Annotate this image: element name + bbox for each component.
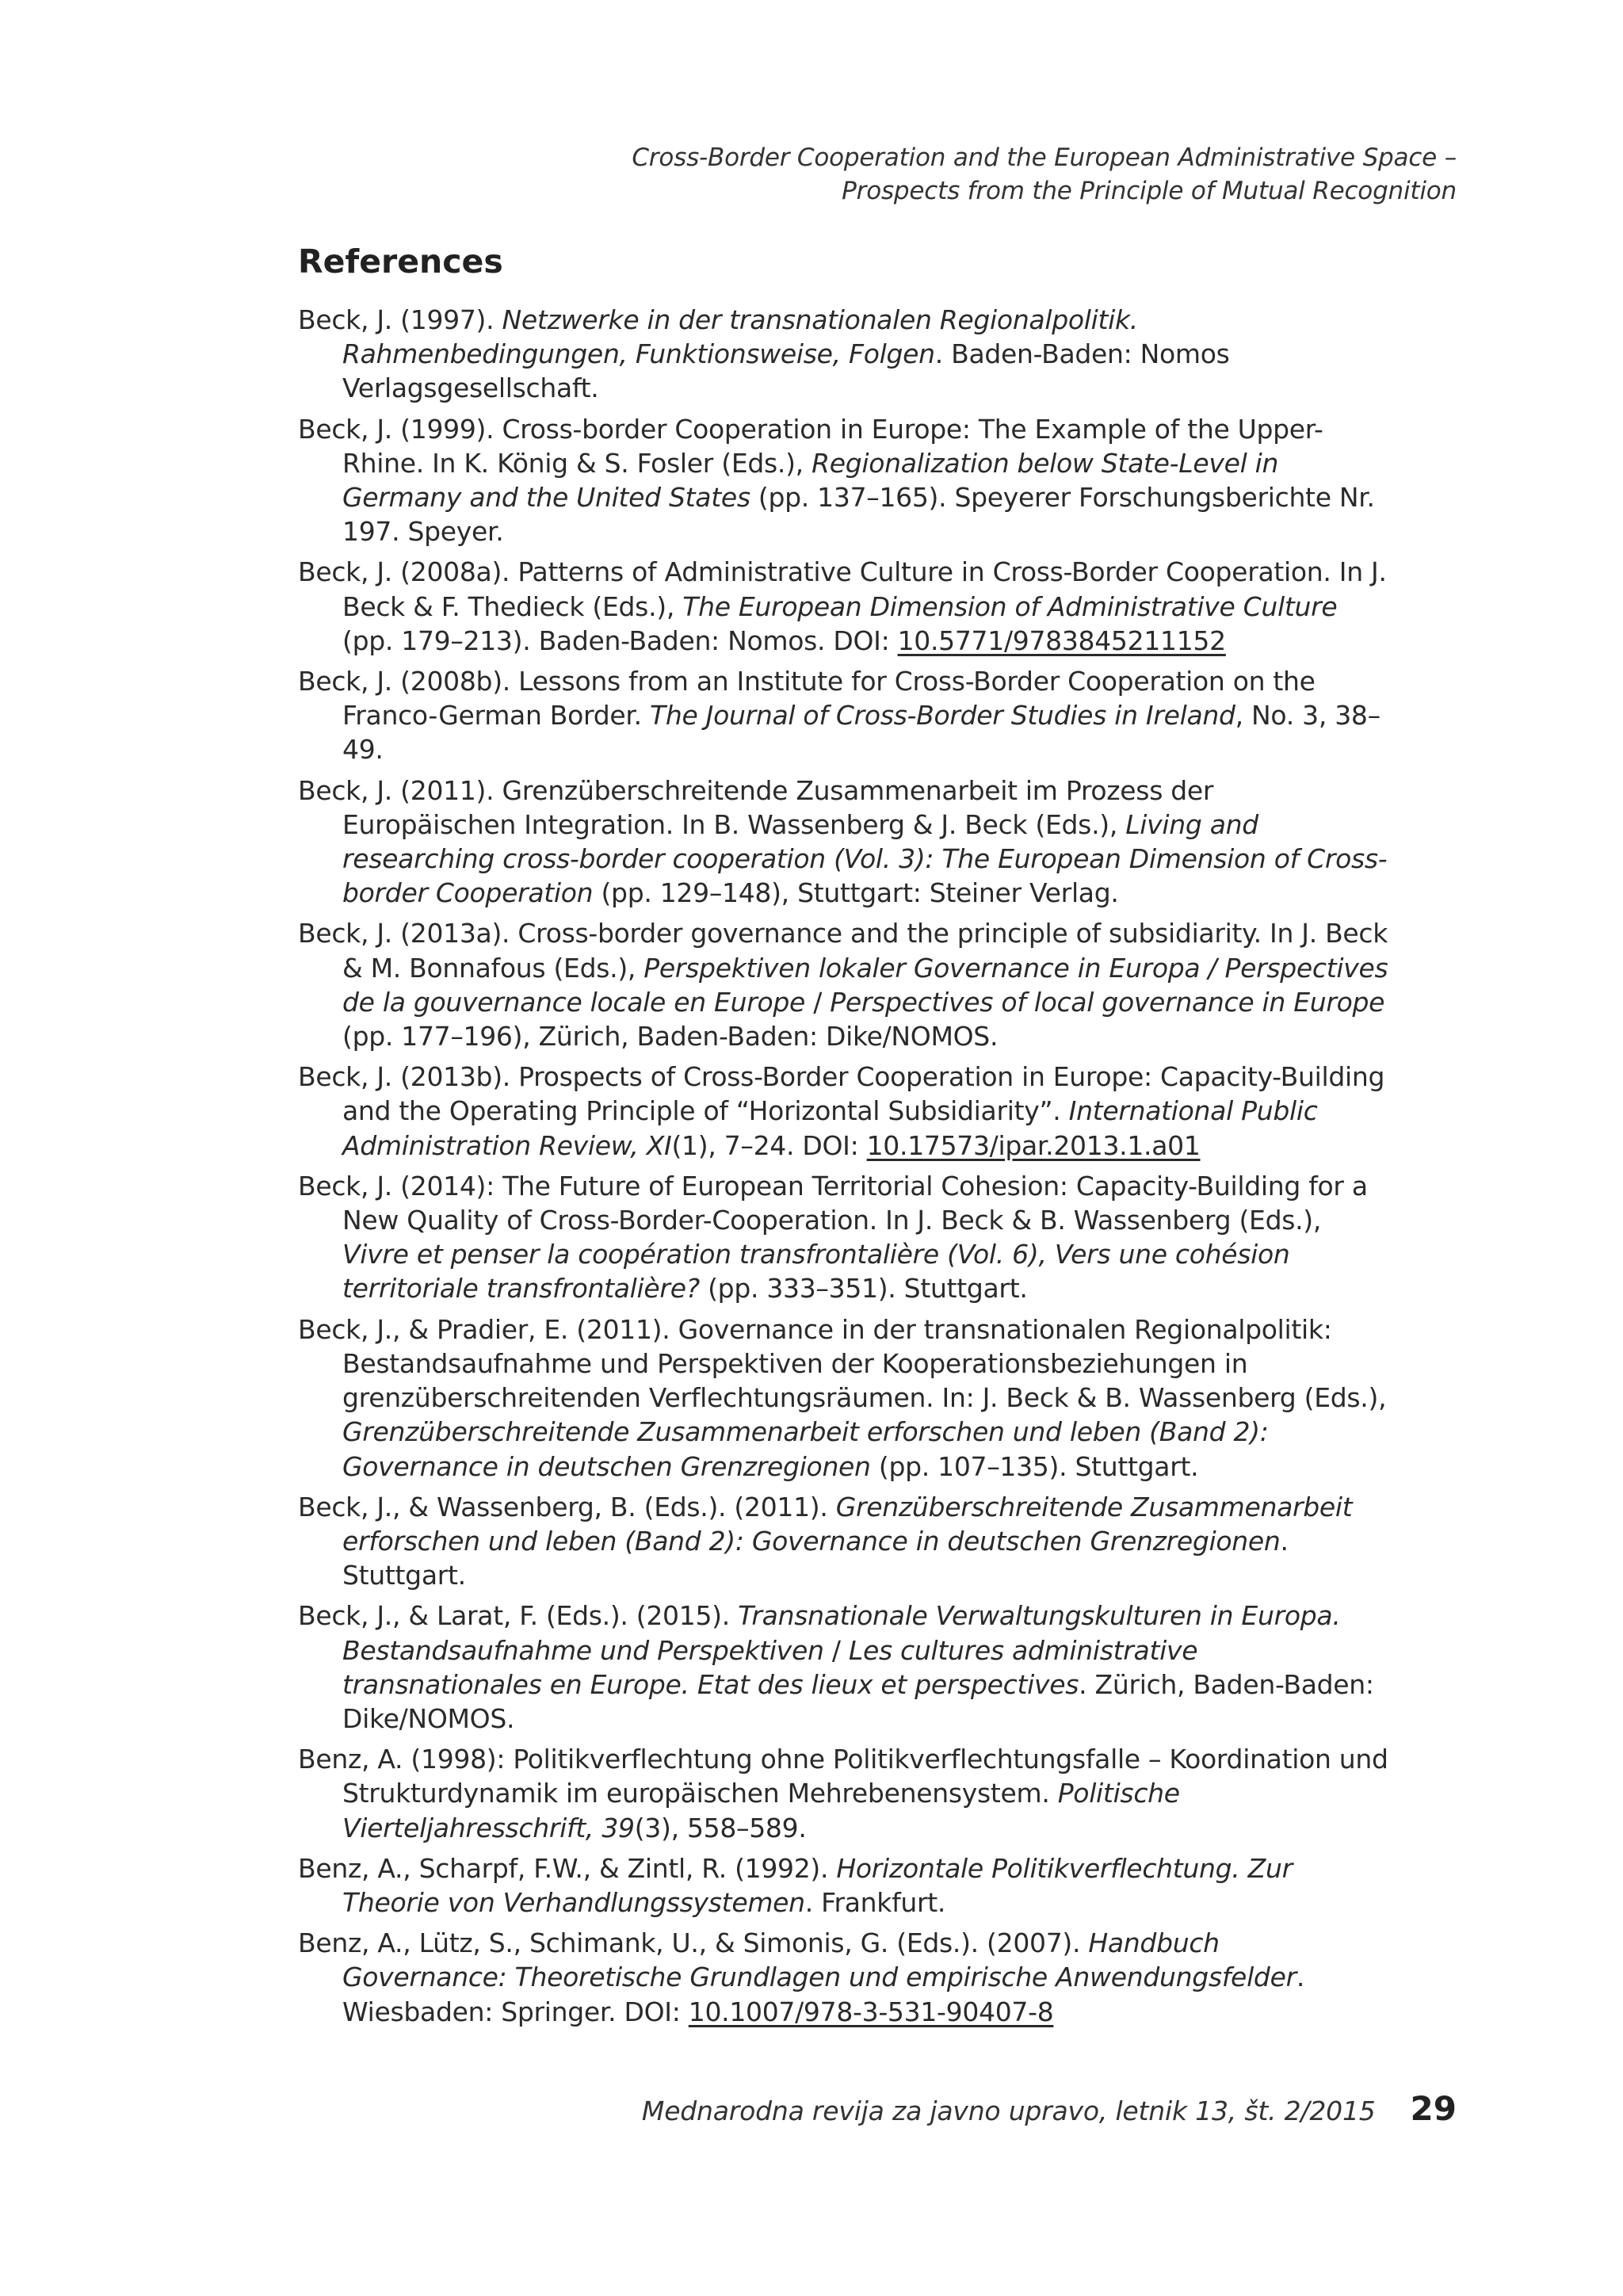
running-head — [632, 141, 1457, 208]
reference-entry — [298, 1490, 1392, 1593]
reference-text: . Stuttgart. — [342, 1525, 1289, 1591]
reference-title-italic: Les cultures administrative transnationales en Europe. Etat des lieux et perspectives — [342, 1634, 1198, 1700]
reference-entry — [298, 916, 1392, 1053]
reference-entry — [298, 1742, 1392, 1845]
reference-text: Beck, J. (2013a). Cross-border governance and the principle of subsidiarity. In J. Beck & M. Bonnafous (Eds.), — [298, 918, 1388, 984]
reference-text: (pp. 137–165). Speyerer Forschungsberichte Nr. 197. Speyer. — [342, 482, 1375, 548]
reference-entry — [298, 1599, 1392, 1736]
reference-text: Beck, J. (2008a). Patterns of Administrative Culture in Cross-Border Cooperation. In J. Beck & F. Thedieck (Eds.), — [298, 556, 1387, 622]
reference-text: (pp. 177–196), Zürich, Baden-Baden: Dike/NOMOS. — [342, 1021, 999, 1052]
reference-text: Benz, A. (1998): Politikverflechtung ohne Politikverflechtungsfalle – Koordination und Strukturdynamik im europäischen Mehrebenensystem. — [298, 1744, 1388, 1809]
reference-text: / — [805, 986, 831, 1018]
reference-text: (pp. 107–135). Stuttgart. — [870, 1450, 1199, 1482]
reference-entry — [298, 664, 1392, 767]
reference-text: Beck, J., & Pradier, E. (2011). Governance in der transnationalen Regionalpolitik: Bestandsaufnahme und Perspektiven der Kooperationsbeziehungen in grenzüberschreitenden Verflechtungsräumen. In: J. Beck & B. Wassenberg (Eds.), — [298, 1313, 1387, 1414]
reference-entry — [298, 1169, 1392, 1306]
reference-text: / — [823, 1634, 849, 1666]
reference-entry — [298, 1060, 1392, 1163]
reference-text: . Wiesbaden: Springer. DOI: — [342, 1962, 1305, 2027]
reference-text: Beck, J. (1999). Cross-border Cooperation in Europe: The Example of the Upper-Rhine. In K. König & S. Fosler (Eds.), — [298, 413, 1323, 479]
reference-text: (3), 558–589. — [634, 1812, 807, 1843]
reference-text: Beck, J. (2008b). Lessons from an Institute for Cross-Border Cooperation on the Franco-German Border. — [298, 666, 1316, 732]
reference-text: (pp. 129–148), Stuttgart: Steiner Verlag. — [593, 877, 1119, 909]
reference-text: . Baden-Baden: Nomos Verlagsgesellschaft. — [342, 338, 1230, 404]
page-number: 29 — [1410, 2089, 1457, 2128]
reference-text: Beck, J. (2014): The Future of European Territorial Cohesion: Capacity-Building for a New Quality of Cross-Border-Cooperation. In J. Beck & B. Wassenberg (Eds.), — [298, 1170, 1368, 1236]
reference-text: (1), 7–24. DOI: — [671, 1129, 867, 1161]
reference-list — [298, 303, 1392, 2035]
reference-entry — [298, 1312, 1392, 1484]
doi-link[interactable]: 10.5771/9783845211152 — [897, 625, 1226, 656]
reference-title-italic: Living and researching cross-border cooperation (Vol. 3): The European Dimension of Cross-border Cooperation — [342, 808, 1388, 909]
reference-title-italic: The European Dimension of Administrative Culture — [682, 590, 1338, 622]
reference-title-italic: Netzwerke in der transnationalen Regionalpolitik. Rahmenbedingungen, Funktionsweise, Folgen — [342, 304, 1139, 370]
reference-entry — [298, 774, 1392, 911]
reference-title-italic: Transnationale Verwaltungskulturen in Europa. Bestandsaufnahme und Perspektiven — [342, 1600, 1341, 1666]
reference-entry — [298, 303, 1392, 406]
reference-text: , No. 3, 38–49. — [342, 700, 1381, 766]
reference-text: (pp. 179–213). Baden-Baden: Nomos. DOI: — [342, 625, 898, 656]
reference-title-italic: Regionalization below State-Level in Germany and the United States — [342, 447, 1279, 514]
reference-title-italic: Horizontale Politikverflechtung. Zur Theorie von Verhandlungssystemen — [342, 1852, 1293, 1918]
reference-title-italic: Politische Vierteljahresschrift, 39 — [342, 1778, 1180, 1843]
reference-title-italic: Vivre et penser la coopération transfrontalière (Vol. 6), Vers une cohésion territoriale transfrontalière? — [342, 1239, 1290, 1305]
reference-text: Beck, J., & Wassenberg, B. (Eds.). (2011). — [298, 1491, 836, 1522]
reference-title-italic: International Public Administration Review, XI — [342, 1095, 1318, 1161]
reference-title-italic: The Journal of Cross-Border Studies in Ireland — [649, 700, 1235, 732]
reference-entry — [298, 1851, 1392, 1920]
reference-title-italic: Perspectives of local governance in Europe — [830, 986, 1385, 1018]
reference-text: Beck, J., & Larat, F. (Eds.). (2015). — [298, 1600, 739, 1632]
reference-text: Beck, J. (2011). Grenzüberschreitende Zusammenarbeit im Prozess der Europäischen Integration. In B. Wassenberg & J. Beck (Eds.), — [298, 774, 1214, 840]
reference-title-italic: Handbuch Governance: Theoretische Grundlagen und empirische Anwendungsfelder — [342, 1927, 1296, 1993]
reference-entry — [298, 555, 1392, 658]
reference-text: (pp. 333–351). Stuttgart. — [699, 1273, 1028, 1305]
reference-entry — [298, 412, 1392, 549]
running-head-line-2: Prospects from the Principle of Mutual Recognition — [842, 177, 1457, 205]
reference-text: Beck, J. (1997). — [298, 304, 502, 335]
reference-text: . Frankfurt. — [804, 1886, 946, 1918]
reference-title-italic: Grenzüberschreitende Zusammenarbeit erforschen und leben (Band 2): Governance in deutschen Grenzregionen — [342, 1491, 1353, 1557]
doi-link[interactable]: 10.1007/978-3-531-90407-8 — [688, 1996, 1054, 2027]
page-footer — [642, 2089, 1457, 2128]
reference-entry — [298, 1926, 1392, 2029]
section-title: References — [298, 243, 503, 281]
doi-link[interactable]: 10.17573/ipar.2013.1.a01 — [866, 1129, 1201, 1161]
journal-citation: Mednarodna revija za javno upravo, letnik 13, št. 2/2015 — [641, 2095, 1376, 2126]
running-head-line-1: Cross-Border Cooperation and the European Administrative Space – — [632, 143, 1457, 172]
reference-text: Benz, A., Scharpf, F.W., & Zintl, R. (1992). — [298, 1852, 837, 1884]
reference-text: Beck, J. (2013b). Prospects of Cross-Border Cooperation in Europe: Capacity-Building and the Operating Principle of “Horizontal Subsidiarity”. — [298, 1061, 1385, 1127]
reference-text: Benz, A., Lütz, S., Schimank, U., & Simonis, G. (Eds.). (2007). — [298, 1927, 1089, 1959]
reference-title-italic: Grenzüberschreitende Zusammenarbeit erforschen und leben (Band 2): Governance in deutschen Grenzregionen — [342, 1416, 1269, 1482]
reference-text: . Zürich, Baden-Baden: Dike/NOMOS. — [342, 1668, 1374, 1734]
reference-title-italic: Perspektiven lokaler Governance in Europa / Perspectives de la gouvernance locale en Europe — [342, 952, 1388, 1018]
